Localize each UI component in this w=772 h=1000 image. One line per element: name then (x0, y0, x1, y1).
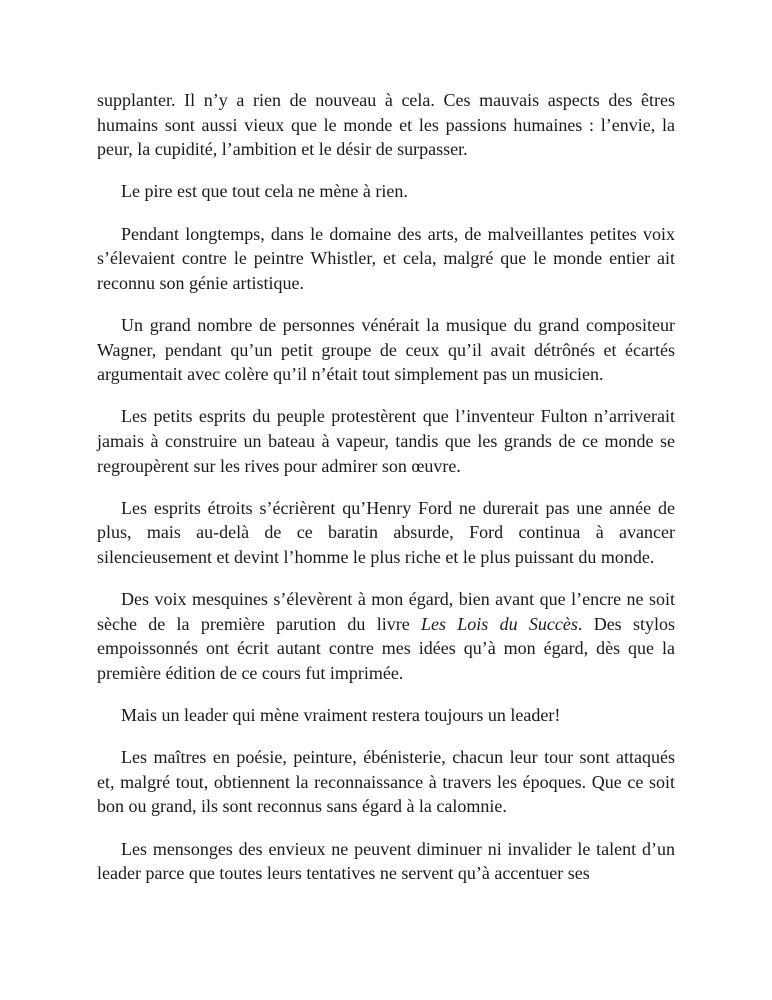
paragraph-9: Les maîtres en poésie, peinture, ébénisterie, chacun leur tour sont attaqués et, malgré tout, obtiennent la reconnaissance à travers les époques. Que ce soit bon ou grand, ils sont reconnus sans égard à la calomnie. (97, 747, 675, 817)
paragraph-7-text-before: Des voix mesquines s’élevèrent à mon égard, bien avant que l’encre ne soit sèche de la première parution du livre (97, 589, 675, 634)
paragraph-4: Un grand nombre de personnes vénérait la musique du grand compositeur Wagner, pendant qu’un petit groupe de ceux qu’il avait détrônés et écartés argumentait avec colère qu’il n’était tout simplement pas un musicien. (97, 314, 675, 385)
paragraph-7-text-after: . Des stylos empoissonnés ont écrit autant contre mes idées qu’à mon égard, dès que la première édition de ce cours fut imprimée. (97, 613, 675, 683)
body-text (97, 88, 675, 903)
paragraph-2: Le pire est que tout cela ne mène à rien. (121, 181, 408, 202)
paragraph-3: Pendant longtemps, dans le domaine des arts, de malveillantes petites voix s’élevaient contre le peintre Whistler, et cela, malgré que le monde entier ait reconnu son génie artistique. (97, 223, 675, 293)
paragraph-7 (97, 587, 675, 685)
paragraph-1: supplanter. Il n’y a rien de nouveau à cela. Ces mauvais aspects des êtres humains sont aussi vieux que le monde et les passions humaines : l’envie, la peur, la cupidité, l’ambition et le désir de surpasser. (97, 90, 675, 160)
paragraph-5: Les petits esprits du peuple protestèrent que l’inventeur Fulton n’arriverait jamais à construire un bateau à vapeur, tandis que les grands de ce monde se regroupèrent sur les rives pour admirer son œuvre. (97, 406, 675, 476)
paragraph-10: Les mensonges des envieux ne peuvent diminuer ni invalider le talent d’un leader parce que toutes leurs tentatives ne servent qu’à accentuer ses (97, 838, 675, 884)
paragraph-6: Les esprits étroits s’écrièrent qu’Henry Ford ne durerait pas une année de plus, mais au-delà de ce baratin absurde, Ford continua à avancer silencieusement et devint l’homme le plus riche et le plus puissant du monde. (97, 497, 675, 567)
paragraph-8: Mais un leader qui mène vraiment restera toujours un leader! (121, 705, 561, 726)
book-title: Les Lois du Succès (420, 613, 578, 634)
